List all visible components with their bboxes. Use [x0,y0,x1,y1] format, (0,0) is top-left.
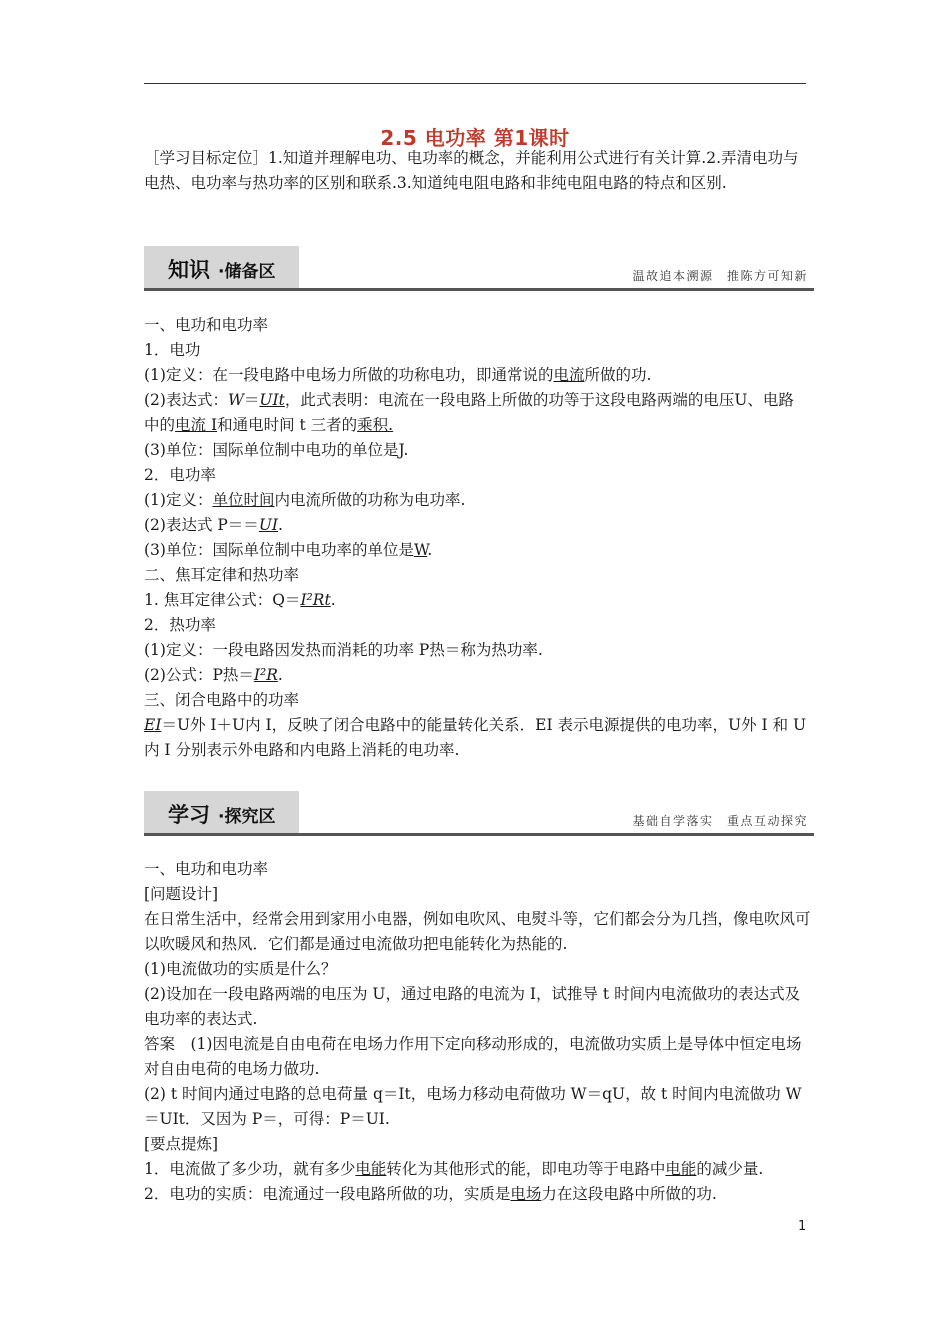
text: (1)定义： [144,491,213,509]
heading: 一、电功和电功率 [144,860,269,878]
formula-line [144,588,812,613]
answer: (2) t 时间内通过电路的总电荷量 q＝It，电场力移动电荷做功 W＝qU，故 t 时间内电流做功 W＝UIt．又因为 P＝，可得：P＝UI. [144,1085,802,1128]
formula-line [144,663,812,688]
text: (2)表达式： [144,391,228,409]
section-tab [144,246,299,288]
text: 1. 焦耳定律公式：Q＝ [144,591,301,609]
study-content [144,857,812,1207]
text: . [330,591,336,609]
closed-circuit-line-2: 内 I 分别表示外电路和内电路上消耗的电功率. [144,741,460,759]
text: 2．电功的实质：电流通过一段电路所做的功，实质是 [144,1185,511,1203]
section-tab-subtitle: ·储备区 [218,262,276,282]
knowledge-content [144,313,812,763]
answer-blank: J [398,441,404,459]
text: 力在这段电路中所做的功. [541,1185,717,1203]
text: (2)表达式 P＝＝ [144,516,259,534]
answer-blank: W [413,541,428,559]
section-tab-title: 学习 [168,803,210,827]
unit-line [144,438,812,463]
answer-blank: EI [144,716,162,734]
section-slogan: 温故追本溯源 推陈方可知新 [632,269,808,283]
text: 的减少量. [696,1160,764,1178]
definition-line [144,363,812,388]
heading: 二、焦耳定律和热功率 [144,566,300,584]
paragraph: 在日常生活中，经常会用到家用小电器，例如电吹风、电熨斗等，它们都会分为几挡，像电吹风可以吹暖风和热风．它们都是通过电流做功把电能转化为热能的. [144,910,811,953]
heading: 三、闭合电路中的功率 [144,691,300,709]
definition-line: (1)定义：一段电路因发热而消耗的功率 P热＝称为热功率. [144,641,543,659]
text: . [277,666,283,684]
expression-line [144,388,812,413]
heading: 一、电功和电功率 [144,316,269,334]
question: (2)设加在一段电路两端的电压为 U，通过电路的电流为 I，试推导 t 时间内电流做功的表达式及电功率的表达式. [144,985,801,1028]
answer-blank: 乘积. [357,416,394,434]
text: 中的 [144,416,176,434]
answer-blank: UI [258,516,278,534]
learning-objectives [144,146,812,196]
text: (3)单位：国际单位制中电功率的单位是 [144,541,414,559]
subheading: 2．电功率 [144,466,216,484]
section-rule [144,288,814,291]
key-points-label: [要点提炼] [144,1135,219,1153]
text: 转化为其他形式的能，即电功等于电路中 [386,1160,666,1178]
expression-line-2 [144,413,812,438]
question: (1)电流做功的实质是什么？ [144,960,337,978]
answer: 答案 (1)因电流是自由电荷在电场力作用下定向移动形成的，电流做功实质上是导体中恒定电场对自由电荷的电场力做功. [144,1035,802,1078]
section-tab [144,791,299,833]
section-header-knowledge [144,246,814,292]
text: (1)定义：在一段电路中电场力所做的功称电功，即通常说的 [144,366,554,384]
answer-blank: I²R [253,666,278,684]
text: ＝ [243,391,260,409]
answer-blank: 电流 I [175,416,218,434]
page-number: 1 [798,1219,807,1234]
section-tab-title: 知识 [168,258,210,282]
text: . [427,541,433,559]
unit-line [144,538,812,563]
text: . [278,516,283,534]
page-title: 2.5 电功率 第1课时 [380,126,570,150]
answer-blank: 电能 [355,1160,387,1178]
text: 和通电时间 t 三者的 [217,416,358,434]
expression-line [144,513,812,538]
key-point [144,1182,812,1207]
text: ，此式表明：电流在一段电路上所做的功等于这段电路两端的电压U、电路 [284,391,794,409]
text: 内电流所做的功称为电功率. [274,491,466,509]
objectives-text: ［学习目标定位］1.知道并理解电功、电功率的概念，并能利用公式进行有关计算.2.弄清电功与电热、电功率与热功率的区别和联系.3.知道纯电阻电路和非纯电阻电路的特点和区别. [144,149,799,192]
section-tab-subtitle: ·探究区 [218,807,276,827]
text: (3)单位：国际单位制中电功的单位是 [144,441,399,459]
answer-blank: UIt [259,391,285,409]
key-point [144,1157,812,1182]
text: 1．电流做了多少功，就有多少 [144,1160,356,1178]
text: (2)公式：P热＝ [144,666,254,684]
header-rule [144,83,806,84]
definition-line [144,488,812,513]
answer-blank: 电流 [553,366,585,384]
section-rule [144,833,814,836]
answer-blank: 电场 [510,1185,542,1203]
answer-blank: 单位时间 [212,491,275,509]
answer-blank: I²Rt [300,591,331,609]
answer-blank: 电能 [665,1160,697,1178]
text: 所做的功. [584,366,652,384]
question-design-label: [问题设计] [144,885,219,903]
text: W [227,391,244,409]
section-header-study [144,791,814,837]
text: . [403,441,409,459]
subheading: 1．电功 [144,341,201,359]
subheading: 2．热功率 [144,616,216,634]
section-slogan: 基础自学落实 重点互动探究 [632,814,808,828]
text: ＝U外 I＋U内 I，反映了闭合电路中的能量转化关系．EI 表示电源提供的电功率，U外 I 和 U [161,716,807,734]
closed-circuit-line [144,713,812,738]
